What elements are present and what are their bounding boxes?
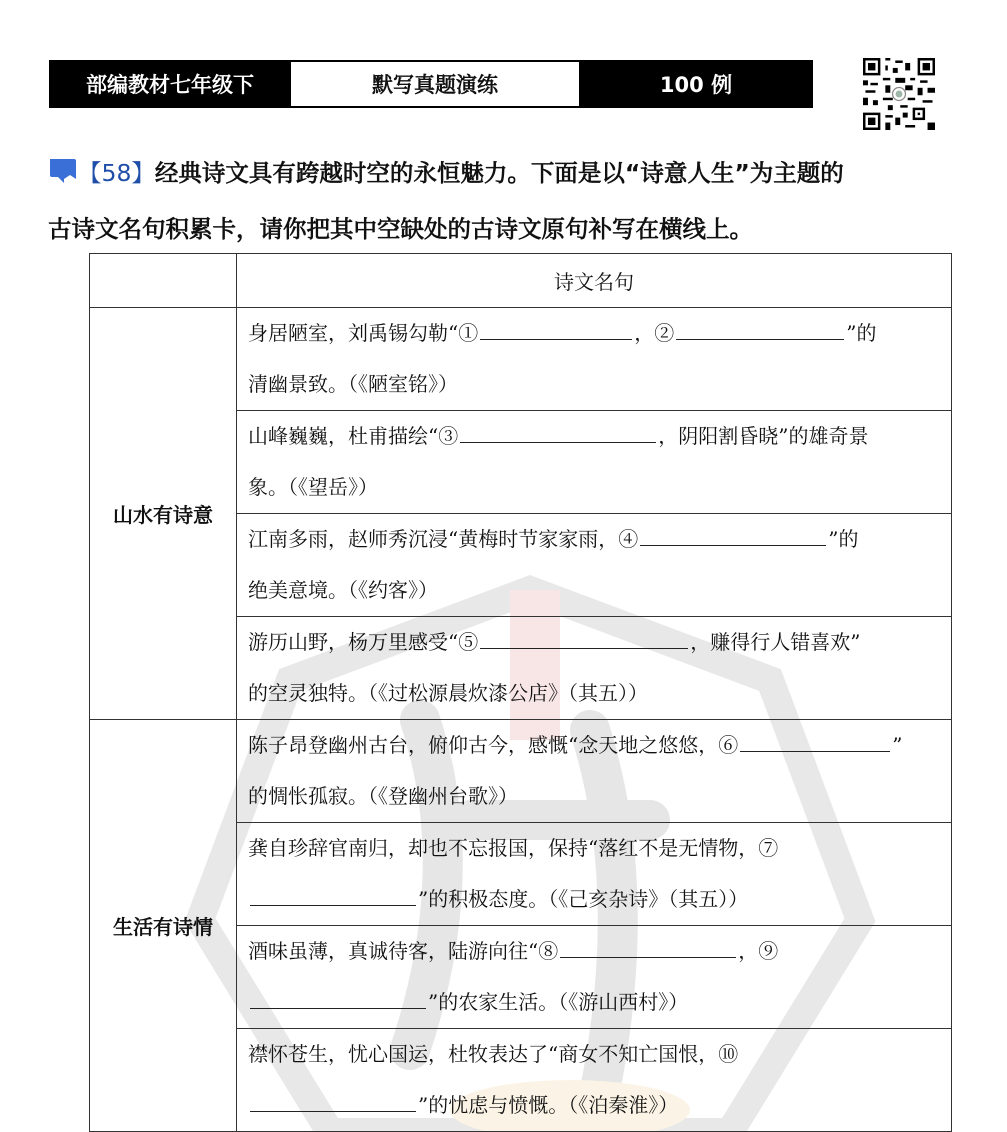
poem-text: 江南多雨，赵师秀沉浸“黄梅时节家家雨，④ [248, 527, 639, 551]
poem-text: 龚自珍辞官南归，却也不忘报国，保持“落红不是无情物，⑦ [248, 836, 779, 860]
header-bar [49, 60, 813, 108]
blank-9[interactable] [250, 990, 426, 1009]
poem-text: ” [892, 733, 903, 757]
poem-text: ”的 [828, 527, 859, 551]
poem-text: 山峰巍巍，杜甫描绘“③ [248, 424, 459, 448]
poem-text: ”的 [846, 321, 877, 345]
header-count: 100 例 [581, 62, 811, 106]
question-intro [48, 145, 948, 257]
poem-line-cell [237, 617, 952, 720]
header-grade: 部编教材七年级下 [51, 62, 289, 106]
poem-text: ，② [634, 321, 675, 345]
poem-line-cell [237, 926, 952, 1029]
question-number: 【58】 [78, 159, 155, 187]
poem-source: ”的农家生活。（《游山西村》） [428, 990, 689, 1014]
poem-line-cell [237, 1029, 952, 1132]
header-title: 默写真题演练 [289, 62, 581, 106]
poem-source: 的空灵独特。（《过松源晨炊漆公店》（其五）） [248, 681, 648, 705]
question-text-line1: 经典诗文具有跨越时空的永恒魅力。下面是以“诗意人生”为主题的 [154, 159, 844, 187]
blank-8[interactable] [560, 939, 736, 958]
table-header-row [90, 254, 952, 308]
table-row [90, 308, 952, 411]
poems-table [89, 253, 952, 1132]
poem-text: 身居陋室，刘禹锡勾勒“① [248, 321, 479, 345]
blank-4[interactable] [640, 527, 826, 546]
poem-source: 清幽景致。（《陋室铭》） [248, 372, 458, 396]
poem-line-cell [237, 308, 952, 411]
poem-text: 游历山野，杨万里感受“⑤ [248, 630, 479, 654]
table-corner-cell [90, 254, 237, 308]
blank-5[interactable] [480, 630, 688, 649]
category-cell: 生活有诗情 [90, 720, 237, 1132]
bookmark-icon [48, 157, 78, 185]
blank-3[interactable] [460, 424, 656, 443]
question-text-line2: 古诗文名句积累卡，请你把其中空缺处的古诗文原句补写在横线上。 [48, 215, 753, 243]
poem-line-cell [237, 411, 952, 514]
poem-text: 陈子昂登幽州古台，俯仰古今，感慨“念天地之悠悠，⑥ [248, 733, 739, 757]
poem-source: ”的忧虑与愤慨。（《泊秦淮》） [418, 1093, 679, 1117]
poem-text: ，赚得行人错喜欢” [690, 630, 861, 654]
poem-text: 酒味虽薄，真诚待客，陆游向往“⑧ [248, 939, 559, 963]
blank-6[interactable] [740, 733, 890, 752]
blank-2[interactable] [676, 321, 844, 340]
category-cell: 山水有诗意 [90, 308, 237, 720]
poem-line-cell [237, 823, 952, 926]
poem-source: 的惆怅孤寂。（《登幽州台歌》） [248, 784, 518, 808]
poem-source: 象。（《望岳》） [248, 475, 378, 499]
poem-source: ”的积极态度。（《己亥杂诗》（其五）） [418, 887, 749, 911]
poem-source: 绝美意境。（《约客》） [248, 578, 438, 602]
blank-10[interactable] [250, 1093, 416, 1112]
table-row [90, 720, 952, 823]
blank-1[interactable] [480, 321, 632, 340]
poem-line-cell [237, 514, 952, 617]
poem-text: ，阴阳割昏晓”的雄奇景 [658, 424, 869, 448]
poem-text: 襟怀苍生，忧心国运，杜牧表达了“商女不知亡国恨，⑩ [248, 1042, 739, 1066]
poem-text: ，⑨ [738, 939, 779, 963]
poem-line-cell [237, 720, 952, 823]
qr-code-icon [863, 58, 935, 130]
table-header: 诗文名句 [237, 254, 952, 308]
blank-7[interactable] [250, 887, 416, 906]
